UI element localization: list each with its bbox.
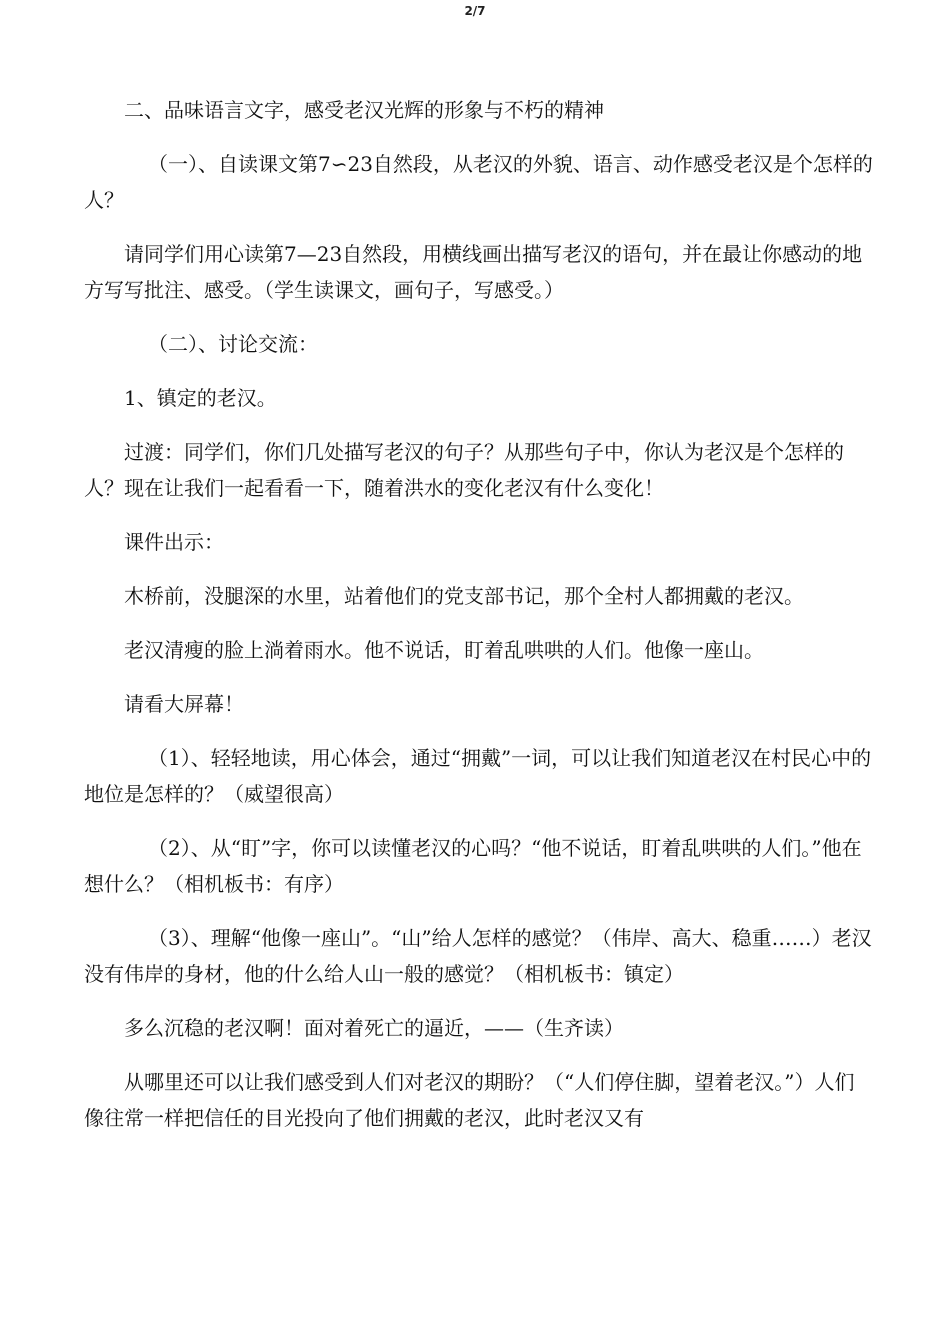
question-item: （1）、轻轻地读，用心体会，通过“拥戴”一词，可以让我们知道老汉在村民心中的地位是怎样的？（威望很高）	[84, 746, 872, 806]
subsection-heading: （二）、讨论交流：	[148, 332, 318, 356]
question-item: （2）、从“盯”字，你可以读懂老汉的心吗？“他不说话，盯着乱哄哄的人们。”他在想什么？（相机板书：有序）	[84, 836, 862, 896]
section-heading: 二、品味语言文字，感受老汉光辉的形象与不朽的精神	[124, 98, 604, 122]
paragraph: 1、镇定的老汉。	[124, 386, 277, 410]
paragraph: 多么沉稳的老汉啊！面对着死亡的逼近，——（生齐读）	[124, 1016, 624, 1040]
subsection-heading: （一）、自读课文第7∽23自然段，从老汉的外貌、语言、动作感受老汉是个怎样的人？	[84, 152, 873, 212]
page-number: 2/7	[464, 4, 486, 18]
paragraph: 从哪里还可以让我们感受到人们对老汉的期盼？（“人们停住脚，望着老汉。”）人们像往常一样把信任的目光投向了他们拥戴的老汉，此时老汉又有	[84, 1070, 855, 1130]
quoted-text: 木桥前，没腿深的水里，站着他们的党支部书记，那个全村人都拥戴的老汉。	[124, 584, 804, 608]
quoted-text: 老汉清瘦的脸上淌着雨水。他不说话，盯着乱哄哄的人们。他像一座山。	[124, 638, 764, 662]
document-body	[84, 92, 874, 1136]
question-item: （3）、理解“他像一座山”。“山”给人怎样的感觉？（伟岸、高大、稳重……）老汉没有伟岸的身材，他的什么给人山一般的感觉？（相机板书：镇定）	[84, 926, 872, 986]
paragraph: 请看大屏幕！	[124, 692, 244, 716]
paragraph: 请同学们用心读第7—23自然段，用横线画出描写老汉的语句，并在最让你感动的地方写写批注、感受。（学生读课文，画句子，写感受。）	[84, 242, 863, 302]
paragraph: 过渡：同学们，你们几处描写老汉的句子？从那些句子中，你认为老汉是个怎样的人？现在让我们一起看看一下，随着洪水的变化老汉有什么变化！	[84, 440, 844, 500]
paragraph: 课件出示：	[124, 530, 224, 554]
